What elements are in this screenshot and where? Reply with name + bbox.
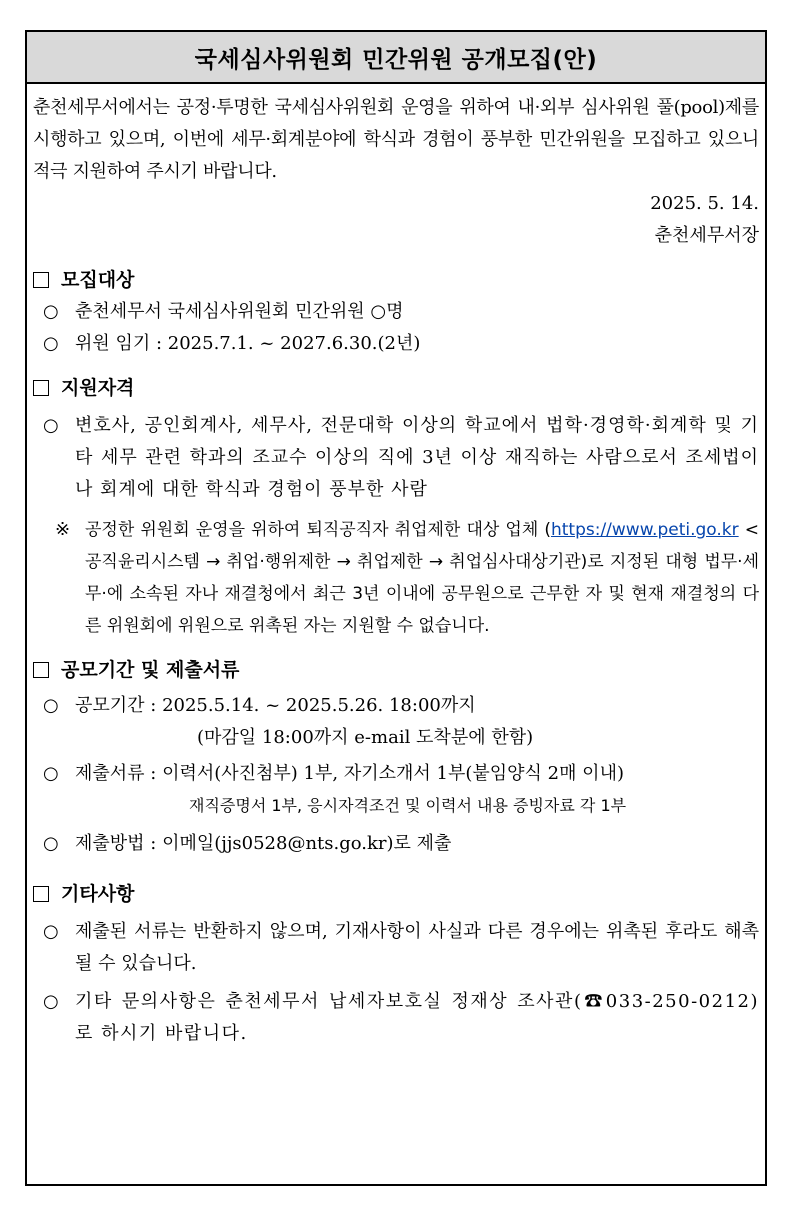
list-item-text: 제출된 서류는 반환하지 않으며, 기재사항이 사실과 다른 경우에는 위촉된 후라도 해촉될 수 있습니다. — [75, 921, 759, 974]
section-recruitment-target — [33, 264, 759, 296]
circle-bullet-icon: ○ — [43, 833, 59, 854]
page-title: 국세심사위원회 민간위원 공개모집(안) — [194, 46, 598, 73]
list-item — [43, 410, 759, 506]
restriction-note — [55, 514, 759, 642]
circle-bullet-icon: ○ — [43, 333, 59, 354]
documents-value: 이력서(사진첨부) 1부, 자기소개서 1부(붙임양식 2매 이내) — [162, 763, 624, 784]
method-label: 제출방법 : — [75, 833, 163, 854]
notice-issuer: 춘천세무서장 — [654, 225, 759, 246]
period-label: 공모기간 : — [75, 695, 163, 716]
circle-bullet-icon: ○ — [43, 301, 59, 322]
section-other-matters — [33, 878, 759, 910]
section-heading: 모집대상 — [61, 269, 135, 291]
method-value: 이메일(jjs0528@nts.go.kr)로 제출 — [162, 833, 452, 854]
notice-content — [27, 92, 765, 1050]
checkbox-square-icon — [33, 272, 49, 288]
period-value: 2025.5.14. ~ 2025.5.26. 18:00까지 — [162, 695, 476, 716]
checkbox-square-icon — [33, 380, 49, 396]
intro-paragraph: 춘천세무서에서는 공정·투명한 국세심사위원회 운영을 위하여 내·외부 심사위원 풀(pool)제를 시행하고 있으며, 이번에 세무·회계분야에 학식과 경험이 풍부한 민간위원을 모집하고 있으니 적극 지원하여 주시기 바랍니다. — [33, 97, 759, 182]
section-heading: 기타사항 — [61, 883, 135, 905]
period-note: (마감일 18:00까지 e-mail 도착분에 한함) — [197, 727, 534, 748]
list-item — [43, 986, 759, 1050]
title-bar — [27, 32, 765, 84]
section-qualifications — [33, 372, 759, 404]
section-heading: 지원자격 — [61, 377, 135, 399]
circle-bullet-icon: ○ — [43, 991, 59, 1012]
peti-link[interactable]: https://www.peti.go.kr — [550, 520, 739, 540]
circle-bullet-icon: ○ — [43, 415, 59, 436]
section-heading: 공모기간 및 제출서류 — [61, 659, 240, 681]
list-item-text: 변호사, 공인회계사, 세무사, 전문대학 이상의 학교에서 법학·경영학·회계학 및 기타 세무 관련 학과의 조교수 이상의 직에 3년 이상 재직하는 사람으로서 조세법이나 회계에 대한 학식과 경험이 풍부한 사람 — [75, 415, 759, 500]
note-text-before: 공정한 위원회 운영을 위하여 퇴직공직자 취업제한 대상 업체 ( — [85, 520, 551, 540]
circle-bullet-icon: ○ — [43, 921, 59, 942]
notice-date: 2025. 5. 14. — [650, 193, 759, 214]
checkbox-square-icon — [33, 662, 49, 678]
notice-frame — [25, 30, 767, 1186]
documents-label: 제출서류 : — [75, 763, 163, 784]
documents-row — [43, 758, 759, 790]
note-body — [85, 514, 759, 642]
list-item — [43, 328, 759, 360]
list-item-text: 위원 임기 : 2025.7.1. ~ 2027.6.30.(2년) — [75, 333, 421, 354]
period-row — [43, 690, 759, 722]
circle-bullet-icon: ○ — [43, 695, 59, 716]
method-row — [43, 828, 759, 860]
circle-bullet-icon: ○ — [43, 763, 59, 784]
note-mark: ※ — [55, 519, 71, 540]
note-text-after: <공직윤리시스템 → 취업·행위제한 → 취업제한 → 취업심사대상기관)로 지정된 대형 법무·세무·에 소속된 자나 재결청에서 최근 3년 이내에 공무원으로 근무한 자 및 현재 재결청의 다른 위원회에 위원으로 위촉된 자는 지원할 수 없습니다. — [85, 520, 759, 636]
section-period-documents — [33, 654, 759, 686]
list-item — [43, 296, 759, 328]
list-item-text: 춘천세무서 국세심사위원회 민간위원 ○명 — [75, 301, 404, 322]
documents-value-continued: 재직증명서 1부, 응시자격조건 및 이력서 내용 증빙자료 각 1부 — [189, 796, 627, 815]
checkbox-square-icon — [33, 886, 49, 902]
list-item — [43, 916, 759, 980]
list-item-text: 기타 문의사항은 춘천세무서 납세자보호실 정재상 조사관(☎033-250-0212)로 하시기 바랍니다. — [75, 991, 759, 1044]
